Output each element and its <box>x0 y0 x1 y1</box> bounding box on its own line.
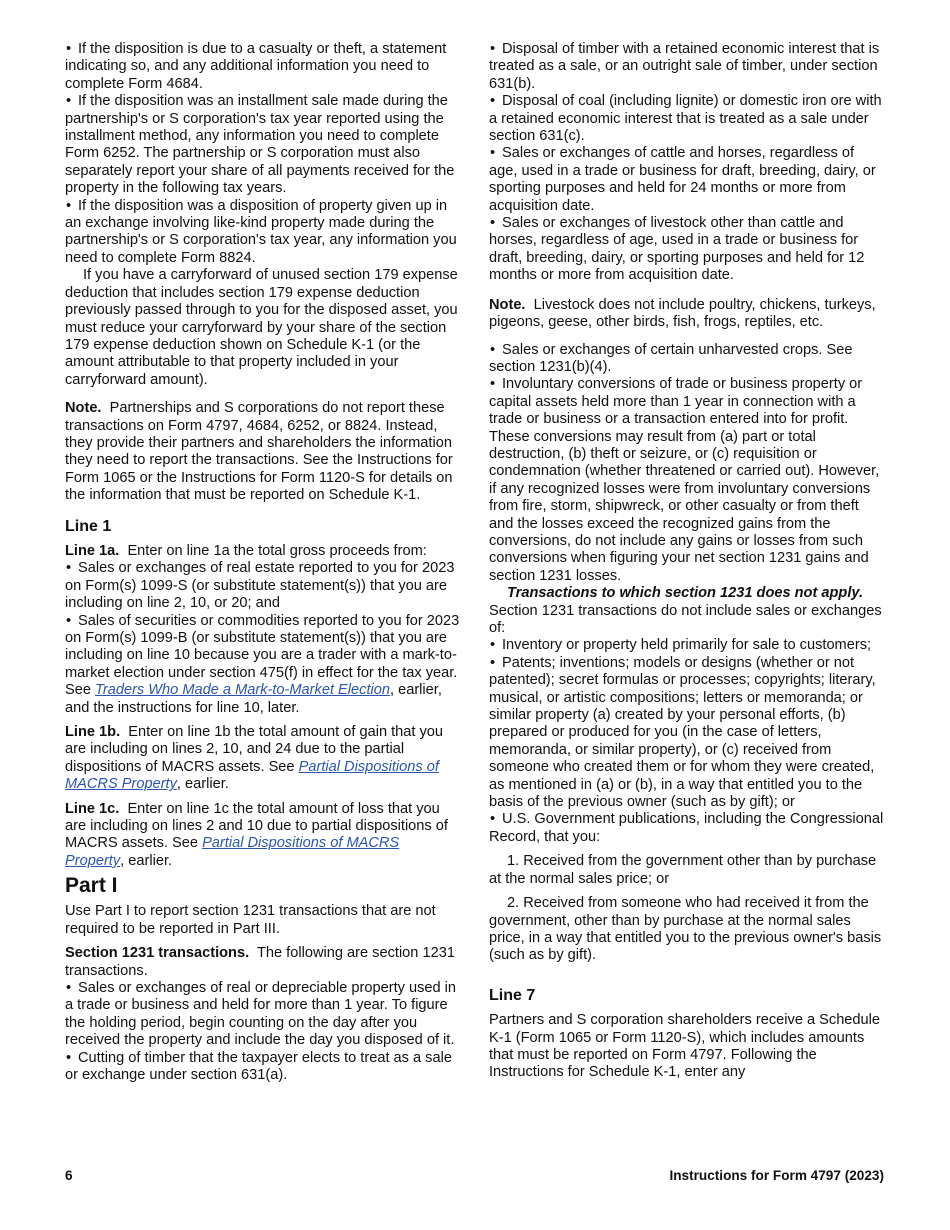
patents-bullet: • Patents; inventions; models or designs (whether or not patented); secret formulas or processes; copyrights; literary, musical, or artistic compositions; letters or memoranda; or similar property (a) created by your personal efforts, (b) prepared or produced for you (in the case of letters, memoranda, or similar property), or (c) received from someone who created them or for whom they were created, as mentioned in (a) or (b), in a way that entitled you to the basis of the previous owner (such as by gift); or <box>489 655 884 812</box>
unharvested-crops-bullet: • Sales or exchanges of certain unharvested crops. See section 1231(b)(4). <box>489 342 884 377</box>
inventory-bullet: • Inventory or property held primarily for sale to customers; <box>489 637 884 654</box>
left-column <box>65 41 460 1084</box>
note-text: Partnerships and S corporations do not report these transactions on Form 4797, 4684, 6252, or 8824. Instead, they provide their partners and shareholders the information they need to report the transactions. See the Instructions for Form 1065 or the Instructions for Form 1120-S for details on the information that must be reported on Schedule K-1. <box>65 400 453 504</box>
not-apply-label: Transactions to which section 1231 does not apply. <box>507 585 864 602</box>
sec1231-paragraph <box>65 945 460 980</box>
line1a-text: Enter on line 1a the total gross proceeds from: <box>127 542 427 559</box>
line1a-paragraph <box>65 543 460 560</box>
livestock-note-paragraph <box>489 297 884 332</box>
line1b-label: Line 1b. <box>65 724 121 741</box>
line1a-bullet-real-estate: • Sales or exchanges of real estate reported to you for 2023 on Form(s) 1099-S (or substitute statement(s)) that you are including on line 2, 10, or 20; and <box>65 560 460 612</box>
numbered-item-1: 1. Received from the government other than by purchase at the normal sales price; or <box>489 853 877 887</box>
line1b-post: , earlier. <box>176 776 229 793</box>
line1b-text: Enter on line 1b the total amount of gain that you are including on lines 2, 10, and 24 due to the partial dispositions of MACRS assets. See <box>65 724 444 775</box>
like-kind-bullet: • If the disposition was a disposition of property given up in an exchange involving like-kind property made during the partnership's or S corporation's tax year, any information you need to complete Form 8824. <box>65 198 460 268</box>
line1c-label: Line 1c. <box>65 800 120 817</box>
sec1231-label: Section 1231 transactions. <box>65 945 250 962</box>
coal-disposal-bullet: • Disposal of coal (including lignite) or domestic iron ore with a retained economic interest that is treated as a sale under section 631(c). <box>489 93 884 145</box>
casualty-bullet: • If the disposition is due to a casualty or theft, a statement indicating so, and any additional information you need to complete Form 4684. <box>65 41 460 93</box>
line1c-post: , earlier. <box>120 852 173 869</box>
livestock-note-text: Livestock does not include poultry, chickens, turkeys, pigeons, geese, other birds, fish, frogs, reptiles, etc. <box>489 296 876 331</box>
note-paragraph <box>65 400 460 504</box>
right-column <box>489 41 884 1082</box>
line1a-b2-pre: Sales of securities or commodities reported to you for 2023 on Form(s) 1099-B (or substitute statement(s)) that you are including on line 10 because you are a trader with a mark-to-market election under section 475(f) in effect for the tax year. See <box>65 612 460 699</box>
part1-heading: Part I <box>65 874 118 898</box>
livestock-note-label: Note. <box>489 296 526 313</box>
line1c-paragraph <box>65 801 460 871</box>
document-title: Instructions for Form 4797 (2023) <box>669 1168 884 1183</box>
line1c-text: Enter on line 1c the total amount of loss that you are including on lines 2 and 10 due to partial dispositions of MACRS assets. See <box>65 800 448 852</box>
not-apply-paragraph <box>489 585 884 637</box>
installment-bullet: • If the disposition was an installment sale made during the partnership's or S corporation's tax year reported using the installment method, any information you need to complete Form 6252. The partnership or S corporation must also separately report your share of all payments received for the property in the following tax years. <box>65 93 460 197</box>
partial-dispositions-link-1[interactable]: Partial Dispositions of MACRS Property <box>65 758 439 793</box>
numbered-item-2: 2. Received from someone who had received it from the government, other than by purchase at the normal sales price, in a way that entitled you to the previous owner's basis (such as by gift). <box>489 895 882 964</box>
timber-disposal-bullet: • Disposal of timber with a retained economic interest that is treated as a sale, or an outright sale of timber, under section 631(b). <box>489 41 884 93</box>
line7-heading: Line 7 <box>489 986 536 1004</box>
livestock-bullet: • Sales or exchanges of livestock other than cattle and horses, regardless of age, used in a trade or business for draft, breeding, dairy, or sporting purposes and held for 12 months or more from acquisition date. <box>489 215 884 285</box>
cattle-horses-bullet: • Sales or exchanges of cattle and horses, regardless of age, used in a trade or business for draft, breeding, dairy, or sporting purposes and held for 24 months or more from acquisition date. <box>489 145 884 215</box>
partial-dispositions-link-2[interactable]: Partial Dispositions of MACRS Property <box>65 835 400 869</box>
line1a-label: Line 1a. <box>65 542 120 559</box>
sec1231-text: The following are section 1231 transactions. <box>65 945 455 979</box>
note-label: Note. <box>65 400 102 417</box>
line7-paragraph: Partners and S corporation shareholders receive a Schedule K-1 (Form 1065 or Form 1120-S), which includes amounts that must be reported on Form 4797. Following the Instructions for Schedule K-1, enter any <box>489 1012 881 1081</box>
traders-link[interactable]: Traders Who Made a Mark-to-Market Election <box>95 682 390 699</box>
carryforward-paragraph: If you have a carryforward of unused section 179 expense deduction that includes section 179 expense deduction previously passed through to you for the disposed asset, you must reduce your carryforward by your share of the section 179 expense deduction shown on Schedule K-1 (or the amount attributable to that property included in your carryforward amount). <box>65 267 458 388</box>
page-number: 6 <box>65 1168 73 1183</box>
line1-heading: Line 1 <box>65 517 112 535</box>
gov-publications-bullet: • U.S. Government publications, including the Congressional Record, that you: <box>489 811 884 846</box>
involuntary-conversions-bullet: • Involuntary conversions of trade or business property or capital assets held more than 1 year in connection with a trade or business or a transaction entered into for profit. These conversions may result from (a) part or total destruction, (b) theft or seizure, or (c) requisition or condemnation (whether threatened or carried out). However, if any recognized losses were from involuntary conversions from fire, storm, shipwreck, or other casualty or from theft and the losses exceed the recognized gains from the conversions, do not include any gains or losses from such conversions when figuring your net section 1231 gains and section 1231 losses. <box>489 376 884 585</box>
part1-paragraph: Use Part I to report section 1231 transactions that are not required to be reported in Part III. <box>65 903 436 937</box>
sec1231-bullet-timber: • Cutting of timber that the taxpayer elects to treat as a sale or exchange under section 631(a). <box>65 1050 460 1085</box>
line1a-b2-post: , earlier, and the instructions for line 10, later. <box>65 682 442 716</box>
not-apply-text: Section 1231 transactions do not include sales or exchanges of: <box>489 602 882 636</box>
sec1231-bullet-real-property: • Sales or exchanges of real or depreciable property used in a trade or business and held for more than 1 year. To figure the holding period, begin counting on the day after you received the property and include the day you disposed of it. <box>65 980 460 1050</box>
line1a-bullet-securities <box>65 613 460 717</box>
line1b-paragraph <box>65 724 460 794</box>
